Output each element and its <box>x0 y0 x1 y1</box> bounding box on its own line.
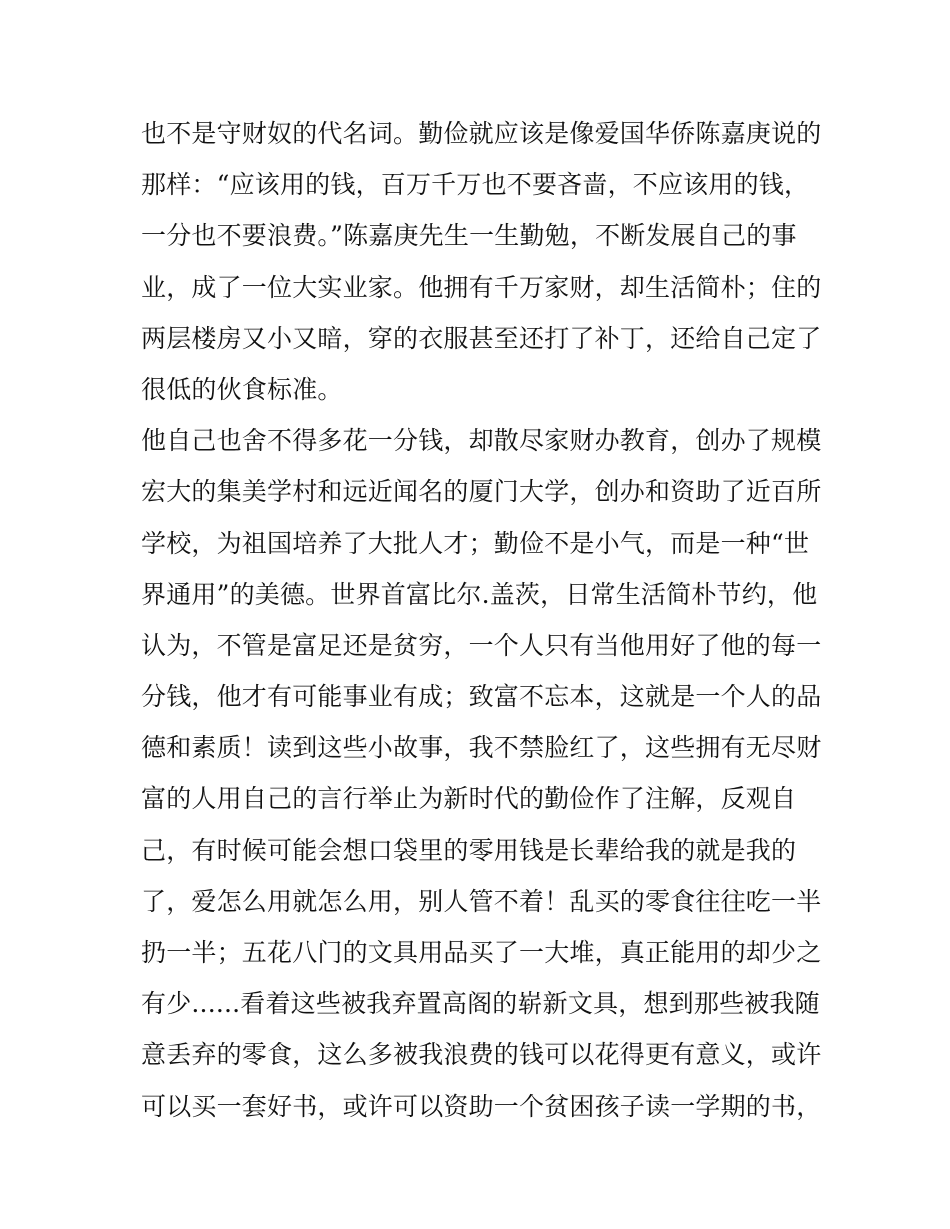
text-line: 他自己也舍不得多花一分钱，却散尽家财办教育，创办了规模 <box>141 426 822 456</box>
text-line: 可以买一套好书，或许可以资助一个贫困孩子读一学期的书， <box>141 1091 822 1121</box>
body-text <box>141 108 821 1132</box>
text-line: 很低的伙食标准。 <box>141 374 343 404</box>
text-line: 了，爱怎么用就怎么用，别人管不着！乱买的零食往往吃一半 <box>141 886 822 916</box>
text-line: 有少......看着这些被我弃置高阁的崭新文具，想到那些被我随 <box>141 989 820 1019</box>
text-line: 学校，为祖国培养了大批人才；勤俭不是小气，而是一种“世 <box>141 528 810 558</box>
text-line: 分钱，他才有可能事业有成；致富不忘本，这就是一个人的品 <box>141 682 822 712</box>
text-line: 也不是守财奴的代名词。勤俭就应该是像爱国华侨陈嘉庚说的 <box>141 119 822 148</box>
text-line: 业，成了一位大实业家。他拥有千万家财，却生活简朴；住的 <box>141 272 822 302</box>
text-line: 一分也不要浪费。”陈嘉庚先生一生勤勉，不断发展自己的事 <box>141 221 797 251</box>
text-line: 富的人用自己的言行举止为新时代的勤俭作了注解，反观自 <box>141 784 797 814</box>
text-line: 界通用”的美德。世界首富比尔.盖茨，日常生活简朴节约，他 <box>141 579 818 609</box>
text-line: 那样：“应该用的钱，百万千万也不要吝啬，不应该用的钱， <box>141 170 810 200</box>
text-line: 两层楼房又小又暗，穿的衣服甚至还打了补丁，还给自己定了 <box>141 323 822 353</box>
text-line: 己，有时候可能会想口袋里的零用钱是长辈给我的就是我的 <box>141 835 797 865</box>
text-line: 意丢弃的零食，这么多被我浪费的钱可以花得更有意义，或许 <box>141 1040 822 1070</box>
text-line: 宏大的集美学村和远近闻名的厦门大学，创办和资助了近百所 <box>141 477 822 507</box>
text-line: 德和素质！读到这些小故事，我不禁脸红了，这些拥有无尽财 <box>141 733 822 763</box>
text-line: 扔一半；五花八门的文具用品买了一大堆，真正能用的却少之 <box>141 938 822 967</box>
text-line: 认为，不管是富足还是贫穷，一个人只有当他用好了他的每一 <box>141 630 822 660</box>
